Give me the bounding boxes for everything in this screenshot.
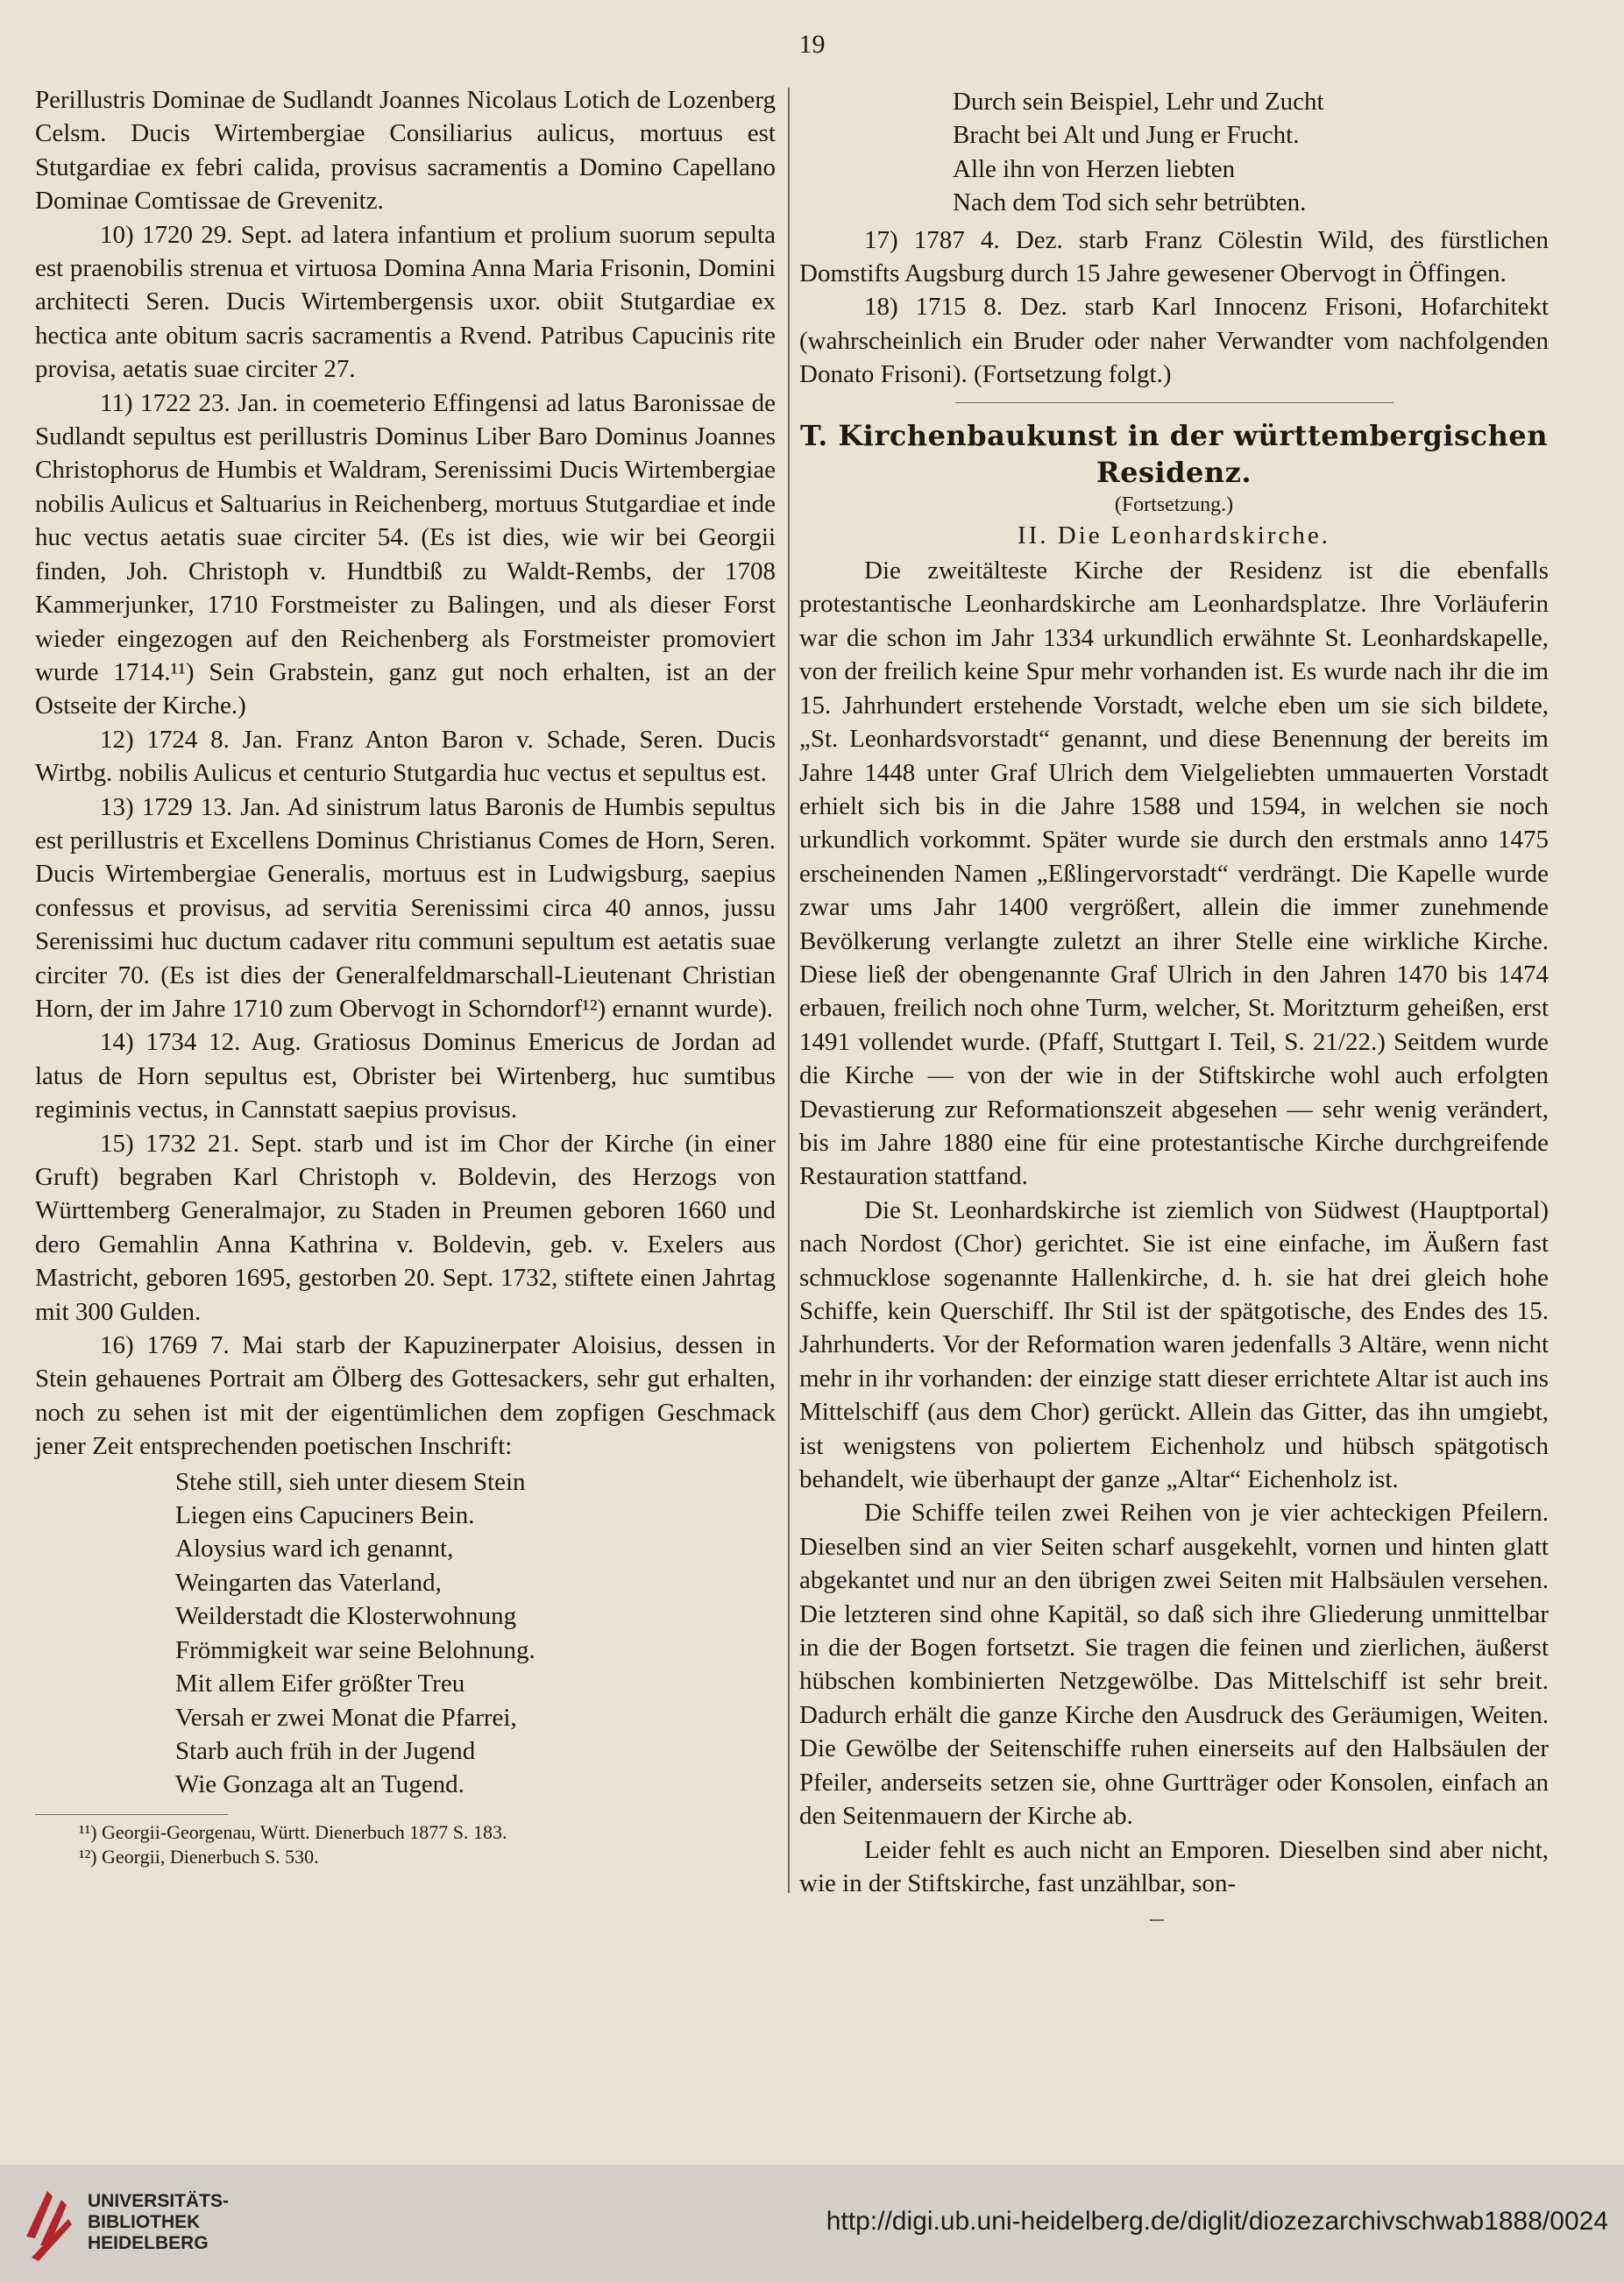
library-logo-icon [21,2184,77,2265]
library-name-line: BIBLIOTHEK [88,2212,201,2232]
poem-line: Mit allem Eifer größter Treu [175,1670,465,1698]
paragraph: Die Schiffe teilen zwei Reihen von je vier achteckigen Pfeilern. Dieselben sind an vier Seiten scharf ausgekehlt, vornen und hinten glatt abgekantet und nur an den übrigen zwei Seiten mit Halbsäulen versehen. Die letzteren sind ohne Kapitäl, so daß sich ihre Gliederung unmittelbar in die der Bogen fortsetzt. Sie tragen die feinen und zierlichen, äußerst hübschen kombinierten Netzgewölbe. Das Mittelschiff ist sehr breit. Dadurch erhält die ganze Kirche den Ausdruck des Geräumigen, Weiten. Die Gewölbe der Seitenschiffe ruhen einerseits auf den Halbsäulen der Pfeiler, anderseits setzen sie, ohne Gurtträger oder Konsolen, einfach an den Seitenmauern der Kirche ab. [799,1499,1549,1831]
paragraph: 10) 1720 29. Sept. ad latera infantium et prolium suorum sepulta est praenobilis strenua et virtuosa Domina Anna Maria Frisonin, Domini architecti Seren. Ducis Wirtembergensis uxor. obiit Stutgardiae ex hectica ante obitum sacris sacramentis a Rvend. Patribus Capucinis rite provisa, aetatis suae circiter 27. [35,220,776,384]
poem-line: Bracht bei Alt und Jung er Frucht. [953,121,1300,150]
poem-line: Starb auch früh in der Jugend [175,1736,476,1765]
source-url[interactable]: http://digi.ub.uni-heidelberg.de/diglit/diozezarchivschwab1888/0024 [826,2207,1608,2236]
footnote-divider [35,1814,228,1815]
paragraph: Leider fehlt es auch nicht an Emporen. Dieselben sind aber nicht, wie in der Stiftskirche, fast unzählbar, son- [799,1835,1549,1897]
footnotes [35,1820,776,1869]
section-title: T. Kirchenbaukunst in der württembergischen Residenz. [800,418,1548,489]
section-heading: II. Die Leonhardskirche. [1017,521,1331,549]
paragraph: 13) 1729 13. Jan. Ad sinistrum latus Baronis de Humbis sepultus est perillustris et Excellens Dominus Christianus Comes de Horn, Seren. Ducis Wirtembergiae Generalis, mortuus est in Ludwigsburg, saepius confessus et provisus, ad servitia Serenissimi circa 40 annos, jussu Serenissimi huc ductum cadaver ritu communi sepultum est aetatis suae circiter 70. (Es ist dies der Generalfeldmarschall-Lieutenant Christian Horn, der im Jahre 1710 zum Obervogt in Schorndorf¹²) ernannt wurde). [35,792,776,1023]
poem-line: Weingarten das Vaterland, [175,1568,442,1597]
poem-line: Nach dem Tod sich sehr betrübten. [953,188,1307,217]
poem-line: Frömmigkeit war seine Belohnung. [175,1635,535,1664]
poem-line: Stehe still, sieh unter diesem Stein [175,1467,526,1496]
poem-line: Wie Gonzaga alt an Tugend. [175,1770,465,1799]
library-name-line: HEIDELBERG [88,2233,209,2253]
paragraph: Perillustris Dominae de Sudlandt Joannes Nicolaus Lotich de Lozenberg Celsm. Ducis Wirtembergiae Consiliarius aulicus, mortuus est Stutgardiae ex febri calida, provisus sacramentis a Domino Capellano Dominae Comtissae de Grevenitz. [35,86,776,216]
paragraph: 11) 1722 23. Jan. in coemeterio Effingensi ad latus Baronissae de Sudlandt sepultus est perillustris Dominus Liber Baro Dominus Joannes Christophorus de Humbis et Waldram, Serenissimi Ducis Wirtembergiae nobilis Aulicus et Saltuarius in Reichenberg, mortuus Stutgardiae et inde huc vectus aetatis suae circiter 54. (Es ist dies, wie wir bei Georgii finden, Joh. Christoph v. Hundtbiß zu Waldt-Rembs, der 1708 Kammerjunker, 1710 Forstmeister zu Balingen, und als dieser Forst wieder eingezogen auf den Reichenberg als Forstmeister promoviert wurde 1714.¹¹) Sein Grabstein, ganz gut noch erhalten, ist an der Ostseite der Kirche.) [35,388,776,720]
paragraph: Die zweitälteste Kirche der Residenz ist die ebenfalls protestantische Leonhardskirche am Leonhardsplatze. Ihre Vorläuferin war die schon im Jahr 1334 urkundlich erwähnte St. Leonhardskapelle, von der freilich keine Spur mehr vorhanden ist. Es wurde nach ihr die im 15. Jahrhundert erstehende Vorstadt, welche eben um sie sich bildete, „St. Leonhardsvorstadt“ genannt, und diese Benennung der bereits im Jahre 1448 unter Graf Ulrich dem Vielgeliebten ummauerten Vorstadt erhielt sich bis in die Jahre 1588 und 1594, in welchen sie noch urkundlich vorkommt. Später wurde sie durch den erstmals anno 1475 erscheinenden Namen „Eßlingervorstadt“ verdrängt. Die Kapelle wurde zwar ums Jahr 1400 vergrößert, allein die immer zunehmende Bevölkerung verlangte zuletzt an ihrer Stelle eine wirkliche Kirche. Diese ließ der obengenannte Graf Ulrich in den Jahren 1470 bis 1474 erbauen, freilich noch ohne Turm, welcher, St. Moritzturm geheißen, erst 1491 vollendet wurde. (Pfaff, Stuttgart I. Teil, S. 21/22.) Seitdem wurde die Kirche — von der wie in der Stiftskirche wohl auch erfolgten Devastierung zur Reformationszeit abgesehen — sehr wenig verändert, bis im Jahre 1880 eine für eine protestantische Kirche durchgreifende Restauration stattfand. [799,557,1549,1191]
paragraph: 18) 1715 8. Dez. starb Karl Innocenz Frisoni, Hofarchitekt (wahrscheinlich ein Bruder oder naher Verwandter vom nachfolgenden Donato Frisoni). (Fortsetzung folgt.) [799,293,1549,389]
poem-line: Durch sein Beispiel, Lehr und Zucht [953,88,1324,116]
page-number: 19 [798,30,826,59]
inscription-poem-continued [799,85,1549,220]
section-divider [955,402,1394,403]
poem-line: Versah er zwei Monat die Pfarrei, [175,1703,517,1732]
library-name-line: UNIVERSITÄTS- [88,2191,230,2211]
paragraph: Die St. Leonhardskirche ist ziemlich von Südwest (Hauptportal) nach Nordost (Chor) gerichtet. Sie ist eine einfache, im Äußern fast schmucklose sogenannte Hallenkirche, d. h. sie hat drei gleich hohe Schiffe, kein Querschiff. Ihr Stil ist der spätgotische, des Endes des 15. Jahrhunderts. Vor der Reformation waren jedenfalls 3 Altäre, wenn nicht mehr in ihr vorhanden: der einzige statt dieser errichtete Altar ist auch ins Mittelschiff (aus dem Chor) gerückt. Allein das Gitter, das ihn umgiebt, ist wenigstens von poliertem Eichenholz und hübsch spätgotisch behandelt, wie überhaupt der ganze „Altar“ Eichenholz ist. [799,1195,1549,1494]
left-column [35,83,776,1869]
poem-line: Alle ihn von Herzen liebten [953,154,1236,183]
footnote: ¹¹) Georgii-Georgenau, Württ. Dienerbuch 1877 S. 183. [79,1820,507,1843]
footnote: ¹²) Georgii, Dienerbuch S. 530. [79,1845,319,1868]
right-column [799,83,1549,1921]
end-mark [1150,1919,1164,1921]
poem-line: Aloysius ward ich genannt, [175,1535,454,1563]
library-name [88,2191,229,2254]
poem-line: Weilderstadt die Klosterwohnung [175,1602,517,1631]
column-divider [788,88,790,1893]
paragraph: 16) 1769 7. Mai starb der Kapuzinerpater Aloisius, dessen in Stein gehauenes Portrait am Ölberg des Gottesackers, sehr gut erhalten, noch zu sehen ist mit der eigentümlichen dem zopfigen Geschmack jener Zeit entsprechenden poetischen Inschrift: [35,1331,776,1461]
paragraph: 14) 1734 12. Aug. Gratiosus Dominus Emericus de Jordan ad latus de Horn sepultus est, Obrister bei Wirtenberg, huc sumtibus regiminis vectus, in Cannstatt saepius provisus. [35,1028,776,1124]
section-subtitle: (Fortsetzung.) [1114,493,1234,516]
paragraph: 12) 1724 8. Jan. Franz Anton Baron v. Schade, Seren. Ducis Wirtbg. nobilis Aulicus et centurio Stutgardia huc vectus et sepultus est. [35,725,776,788]
footer-bar [0,2165,1624,2283]
inscription-poem [35,1465,776,1802]
paragraph: 17) 1787 4. Dez. starb Franz Cölestin Wild, des fürstlichen Domstifts Augsburg durch 15 Jahre gewesener Obervogt in Öffingen. [799,225,1549,288]
poem-line: Liegen eins Capuciners Bein. [175,1501,475,1530]
paragraph: 15) 1732 21. Sept. starb und ist im Chor der Kirche (in einer Gruft) begraben Karl Christoph v. Boldevin, des Herzogs von Württemberg Generalmajor, zu Staden in Preumen geboren 1660 und dero Gemahlin Anna Kathrina v. Boldevin, geb. v. Exelers aus Mastricht, geboren 1695, gestorben 20. Sept. 1732, stiftete einen Jahrtag mit 300 Gulden. [35,1129,776,1326]
